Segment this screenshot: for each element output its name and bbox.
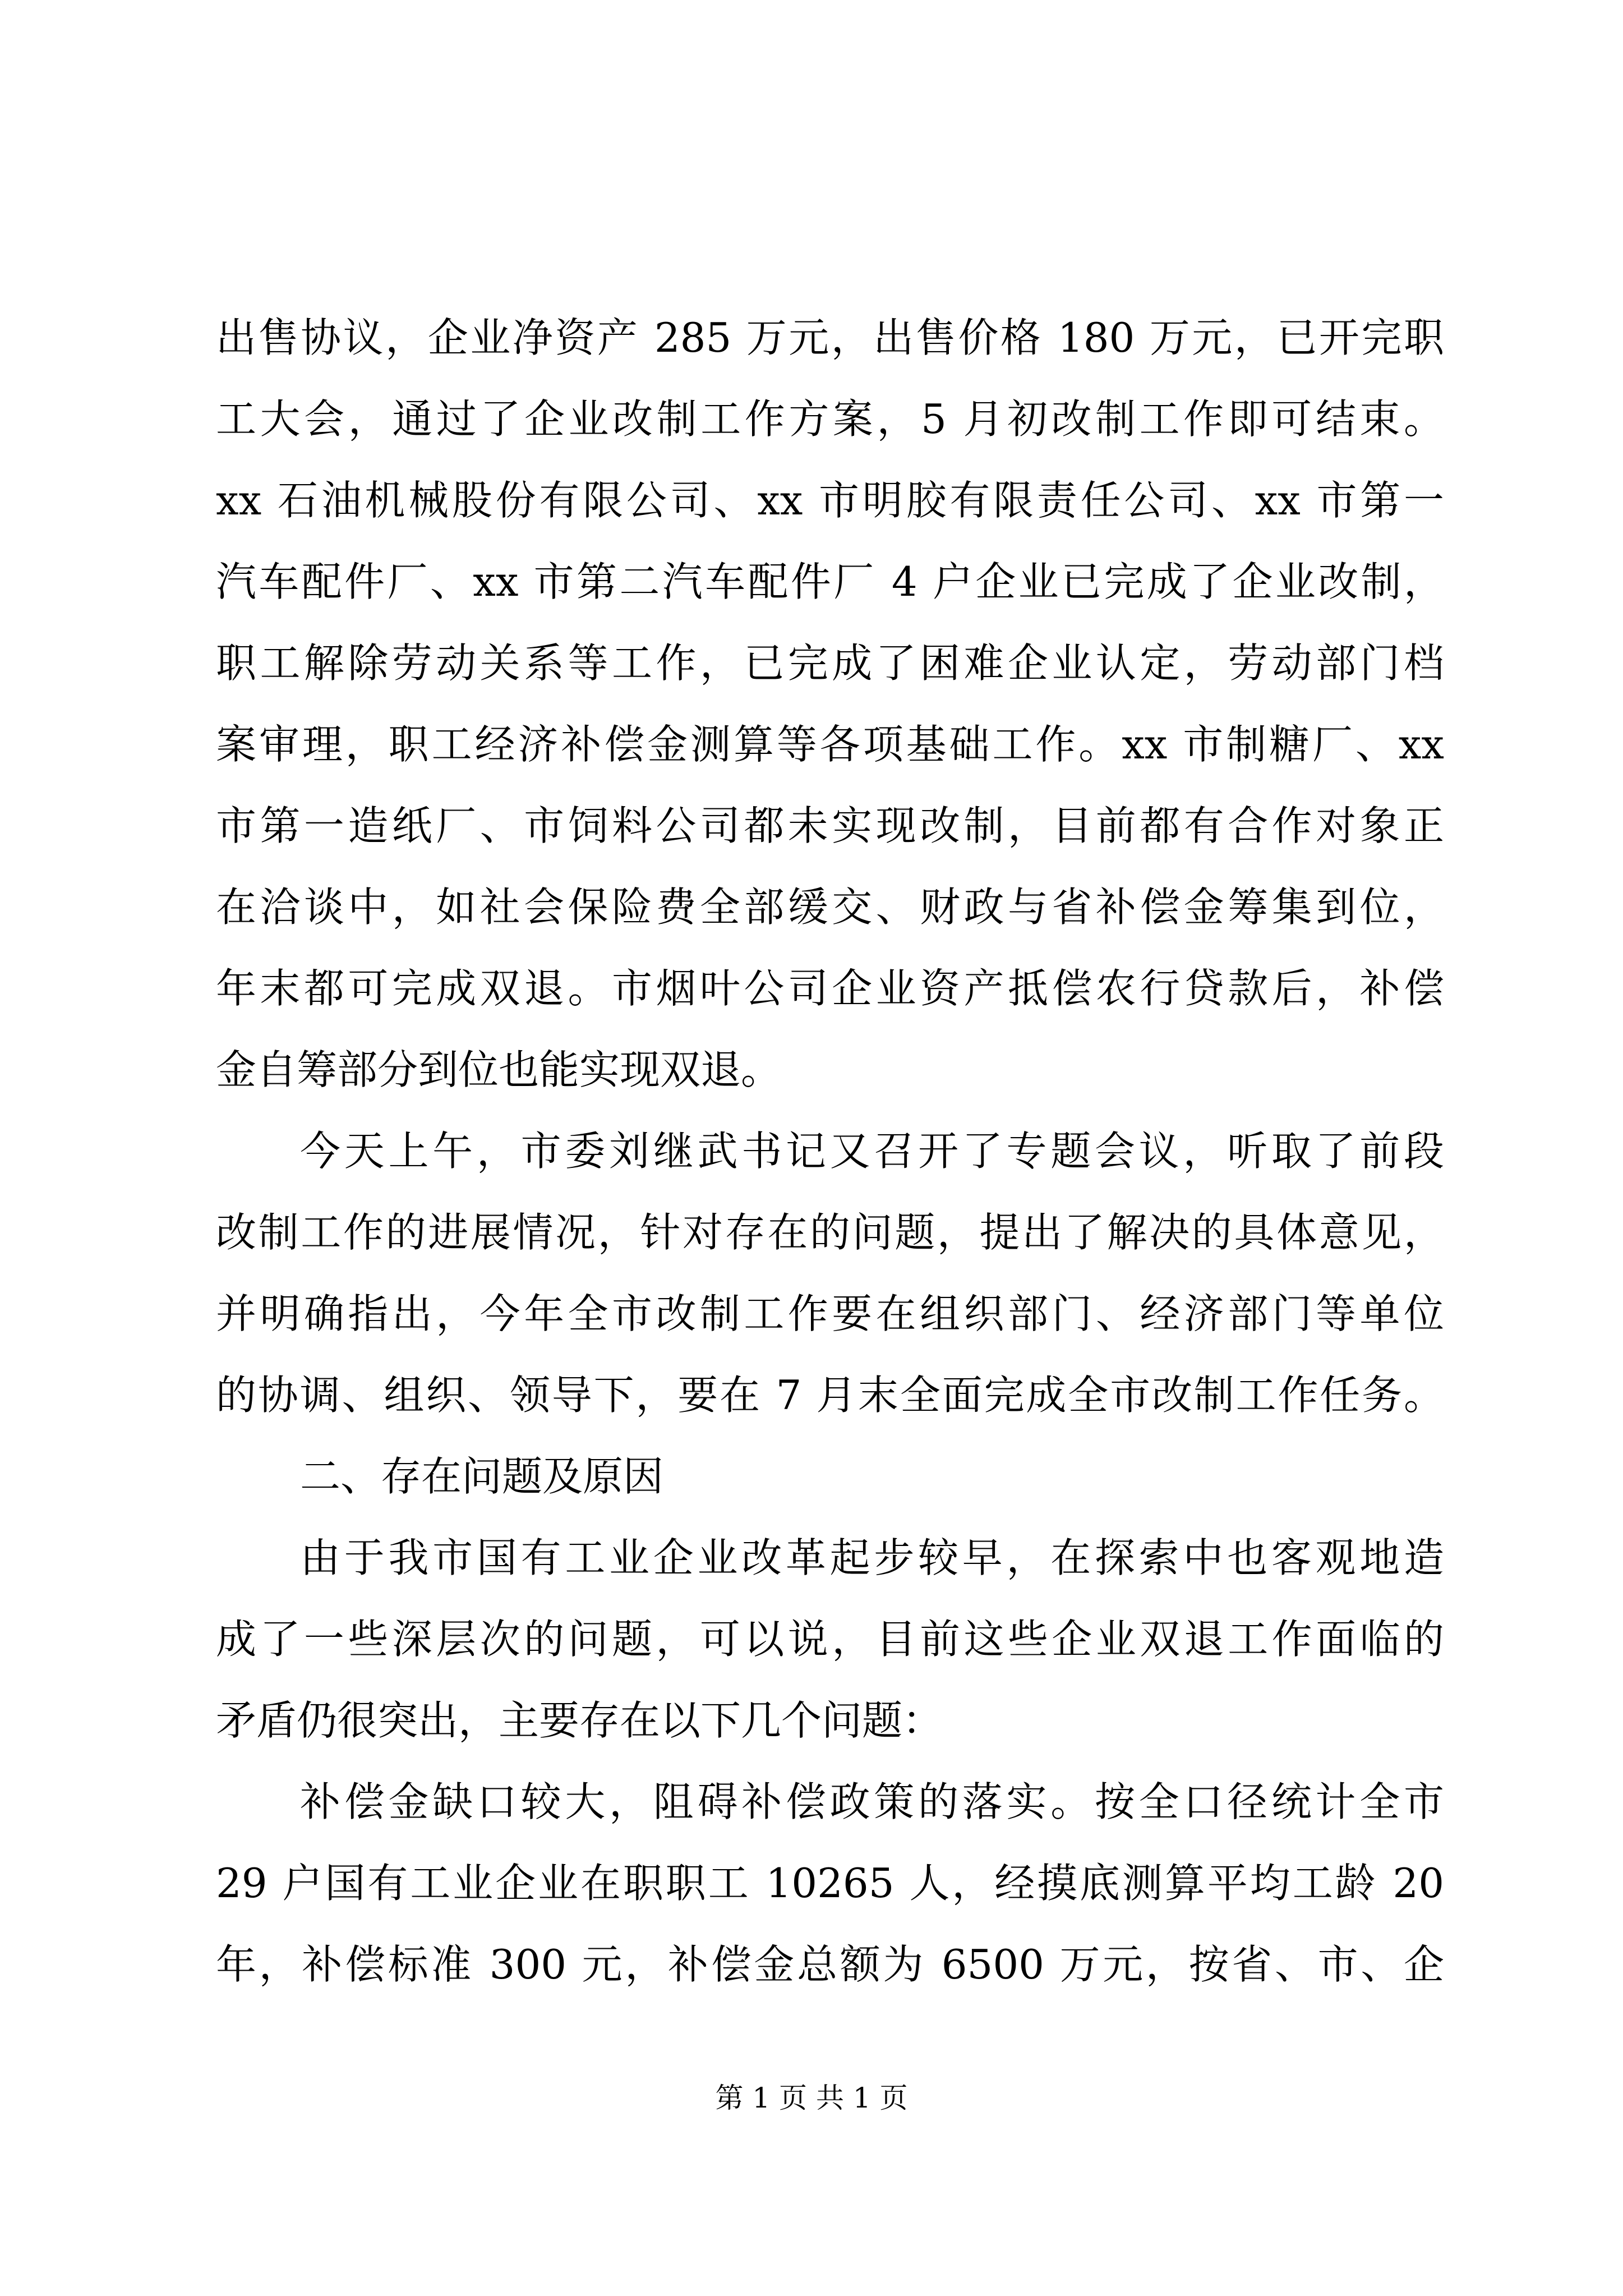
text-line: 的协调、组织、领导下，要在 7 月末全面完成全市改制工作任务。	[216, 1372, 1444, 1419]
text-line: 年末都可完成双退。市烟叶公司企业资产抵偿农行贷款后，补偿	[216, 965, 1444, 1012]
text-line: 并明确指出，今年全市改制工作要在组织部门、经济部门等单位	[216, 1290, 1444, 1337]
text-line: 市第一造纸厂、市饲料公司都未实现改制，目前都有合作对象正	[216, 802, 1444, 849]
text-line: 工大会，通过了企业改制工作方案，5 月初改制工作即可结束。	[216, 395, 1444, 443]
text-line: 成了一些深层次的问题，可以说，目前这些企业双退工作面临的	[216, 1616, 1444, 1663]
text-line: 改制工作的进展情况，针对存在的问题，提出了解决的具体意见，	[216, 1209, 1444, 1256]
paragraph-first-line: 今天上午，市委刘继武书记又召开了专题会议，听取了前段	[300, 1128, 1444, 1175]
text-line: 汽车配件厂、xx 市第二汽车配件厂 4 户企业已完成了企业改制，	[216, 558, 1444, 605]
text-line: 案审理，职工经济补偿金测算等各项基础工作。xx 市制糖厂、xx	[216, 721, 1444, 768]
page-footer: 第 1 页 共 1 页	[715, 2082, 908, 2114]
text-line: 出售协议，企业净资产 285 万元，出售价格 180 万元，已开完职	[216, 314, 1444, 361]
text-line: 矛盾仍很突出，主要存在以下几个问题：	[216, 1697, 943, 1744]
paragraph-first-line: 由于我市国有工业企业改革起步较早，在探索中也客观地造	[300, 1534, 1444, 1581]
text-line: 在洽谈中，如社会保险费全部缓交、财政与省补偿金筹集到位，	[216, 884, 1444, 931]
section-heading: 二、存在问题及原因	[300, 1453, 664, 1500]
text-line: 29 户国有工业企业在职职工 10265 人，经摸底测算平均工龄 20	[216, 1860, 1444, 1907]
paragraph-first-line: 补偿金缺口较大，阻碍补偿政策的落实。按全口径统计全市	[300, 1778, 1444, 1825]
text-line: xx 石油机械股份有限公司、xx 市明胶有限责任公司、xx 市第一	[216, 477, 1444, 524]
text-line: 职工解除劳动关系等工作，已完成了困难企业认定，劳动部门档	[216, 639, 1444, 687]
text-line: 金自筹部分到位也能实现双退。	[216, 1046, 782, 1093]
text-line: 年，补偿标准 300 元，补偿金总额为 6500 万元，按省、市、企	[216, 1941, 1444, 1988]
